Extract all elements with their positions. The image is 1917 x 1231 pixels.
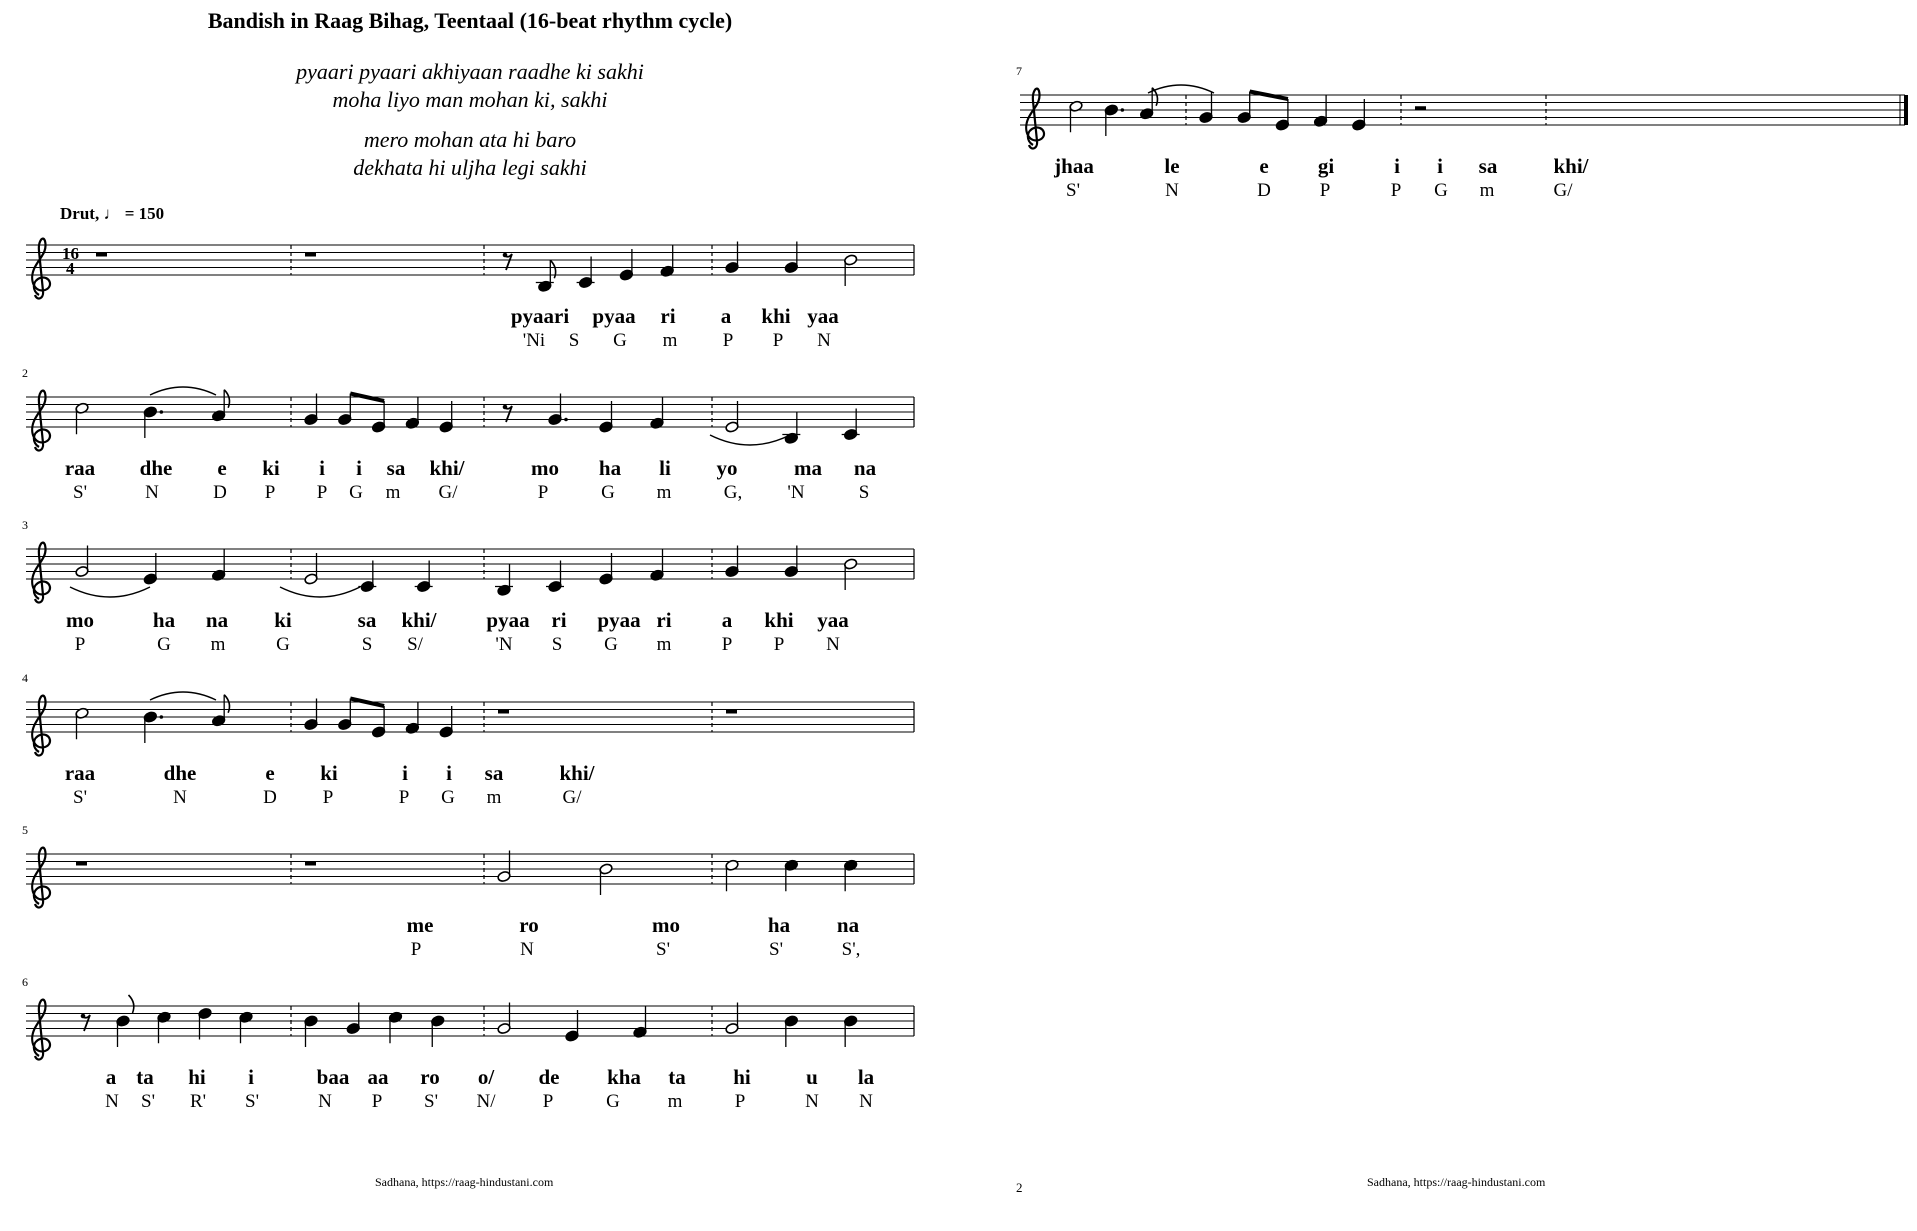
lyric-syllable: a [720, 304, 732, 328]
lyric-syllable: le [1164, 154, 1180, 178]
sargam-syllable: P [722, 330, 734, 351]
sargam-syllable: S' [424, 1091, 438, 1112]
sargam-syllable: m [385, 482, 401, 503]
lyric-syllable: i [356, 456, 362, 480]
sargam-syllable: D [213, 482, 227, 503]
lyric-syllable: e [265, 761, 275, 785]
lyric-syllable: raa [64, 456, 96, 480]
note-flag [550, 260, 555, 278]
sargam-syllable: N [173, 787, 187, 808]
lyric-syllable: dhe [139, 456, 173, 480]
lyric-syllable: i [248, 1065, 254, 1089]
lyric-syllable: u [806, 1065, 818, 1089]
score-title: Bandish in Raag Bihag, Teentaal (16-beat rhythm cycle) [207, 8, 733, 33]
sargam-syllable: N [145, 482, 159, 503]
sargam-syllable: S' [73, 482, 87, 503]
sargam-syllable: P [734, 1091, 746, 1112]
lyric-syllable: sa [484, 761, 504, 785]
sargam-syllable: S [568, 330, 580, 351]
slur [710, 435, 790, 445]
lyric-syllable: mo [531, 456, 559, 480]
lyric-syllable: i [402, 761, 408, 785]
lyric-syllable: na [205, 608, 229, 632]
measure-number: 2 [22, 366, 28, 380]
sargam-syllable: P [264, 482, 276, 503]
page-footer: Sadhana, https://raag-hindustani.com [375, 1175, 554, 1189]
sargam-syllable: m [656, 634, 672, 655]
sargam-syllable: G [606, 1091, 620, 1112]
lyric-line: pyaari pyaari akhiyaan raadhe ki sakhi [296, 59, 644, 84]
sargam-syllable: P [322, 787, 334, 808]
rest-icon [305, 862, 316, 866]
time-signature-top: 16 [62, 244, 79, 263]
lyric-syllable: ri [660, 304, 676, 328]
tempo-text: Drut, [60, 204, 100, 223]
lyric-syllable: mo [652, 913, 680, 937]
sargam-syllable: N [817, 330, 831, 351]
treble-clef-icon [32, 239, 50, 299]
slur [70, 587, 150, 597]
lyric-syllable: i [319, 456, 325, 480]
eighth-rest-dot [503, 405, 508, 410]
slur [280, 587, 360, 597]
lyric-syllable: ma [794, 456, 822, 480]
lyric-syllable: ro [420, 1065, 440, 1089]
lyric-line: mero mohan ata hi baro [363, 127, 577, 152]
sargam-syllable: P [1390, 180, 1402, 201]
lyric-syllable: i [446, 761, 452, 785]
sargam-syllable: G [157, 634, 171, 655]
lyric-syllable: a [721, 608, 733, 632]
sargam-syllable: P [721, 634, 733, 655]
sargam-syllable: S' [769, 939, 783, 960]
page-number: 2 [1016, 1180, 1023, 1195]
sargam-syllable: P [398, 787, 410, 808]
sargam-syllable: S', [841, 939, 861, 960]
lyric-syllable: na [836, 913, 860, 937]
sargam-syllable: S' [656, 939, 670, 960]
lyric-syllable: sa [1478, 154, 1498, 178]
sargam-syllable: S [551, 634, 563, 655]
lyric-syllable: khi/ [429, 456, 465, 480]
sargam-syllable: G [441, 787, 455, 808]
lyric-syllable: sa [386, 456, 406, 480]
sargam-syllable: P [542, 1091, 554, 1112]
lyric-syllable: pyaari [510, 304, 570, 328]
sargam-syllable: D [1257, 180, 1271, 201]
final-barline [1904, 95, 1908, 125]
note-dot [160, 715, 164, 719]
lyric-syllable: aa [367, 1065, 389, 1089]
sargam-syllable: S' [245, 1091, 259, 1112]
lyric-syllable: yo [716, 456, 738, 480]
sargam-syllable: P [74, 634, 86, 655]
sargam-syllable: N/ [476, 1091, 496, 1112]
treble-clef-icon [1026, 89, 1044, 149]
sargam-syllable: G [601, 482, 615, 503]
lyric-syllable: sa [357, 608, 377, 632]
treble-clef-icon [32, 1000, 50, 1060]
lyric-syllable: i [1394, 154, 1400, 178]
rest-icon [96, 253, 107, 257]
sargam-syllable: m [486, 787, 502, 808]
measure-number: 6 [22, 975, 28, 989]
lyric-syllable: e [1259, 154, 1269, 178]
lyric-syllable: ha [767, 913, 791, 937]
lyric-syllable: raa [64, 761, 96, 785]
rest-icon [1415, 106, 1426, 110]
measure-number: 4 [22, 671, 28, 685]
eighth-rest-dot [503, 253, 508, 258]
sargam-syllable: S' [73, 787, 87, 808]
note-dot [564, 418, 568, 422]
time-signature-bottom: 4 [66, 259, 75, 278]
lyric-syllable: ki [262, 456, 280, 480]
tempo-value: = 150 [124, 204, 165, 223]
lyric-syllable: khi/ [559, 761, 595, 785]
sargam-syllable: m [1479, 180, 1495, 201]
lyric-syllable: khi [764, 608, 794, 632]
lyric-syllable: o/ [477, 1065, 495, 1089]
rest-icon [498, 710, 509, 714]
lyric-syllable: ha [598, 456, 622, 480]
lyric-syllable: pyaa [592, 304, 636, 328]
lyric-syllable: yaa [817, 608, 849, 632]
sargam-syllable: P [371, 1091, 383, 1112]
sargam-syllable: S [858, 482, 870, 503]
slur [1148, 85, 1214, 93]
page-footer: Sadhana, https://raag-hindustani.com [1367, 1175, 1546, 1189]
measure-number: 7 [1016, 64, 1022, 78]
sargam-syllable: 'N [787, 482, 805, 503]
treble-clef-icon [32, 543, 50, 603]
sargam-syllable: G/ [1553, 180, 1573, 201]
lyric-syllable: li [659, 456, 671, 480]
sargam-syllable: G/ [562, 787, 582, 808]
lyric-syllable: ta [136, 1065, 154, 1089]
lyric-syllable: khi/ [401, 608, 437, 632]
lyric-syllable: khi [761, 304, 791, 328]
sargam-syllable: 'Ni [522, 330, 546, 351]
note-flag [224, 695, 229, 713]
sargam-syllable: m [667, 1091, 683, 1112]
rest-icon [726, 710, 737, 714]
sargam-syllable: S' [1066, 180, 1080, 201]
lyric-syllable: hi [188, 1065, 206, 1089]
rest-icon [305, 253, 316, 257]
sargam-syllable: G [604, 634, 618, 655]
sargam-syllable: N [1165, 180, 1179, 201]
sargam-syllable: N [318, 1091, 332, 1112]
lyric-syllable: gi [1317, 154, 1335, 178]
sargam-syllable: N [859, 1091, 873, 1112]
eighth-rest-dot [81, 1014, 86, 1019]
lyric-syllable: ta [668, 1065, 686, 1089]
lyric-syllable: mo [66, 608, 94, 632]
sargam-syllable: P [537, 482, 549, 503]
sargam-syllable: G [349, 482, 363, 503]
lyric-syllable: ri [656, 608, 672, 632]
lyric-syllable: dhe [163, 761, 197, 785]
sargam-syllable: G/ [438, 482, 458, 503]
lyric-syllable: khi/ [1553, 154, 1589, 178]
lyric-syllable: ki [274, 608, 292, 632]
lyric-syllable: ri [551, 608, 567, 632]
sargam-syllable: D [263, 787, 277, 808]
rest-icon [76, 862, 87, 866]
lyric-line: dekhata hi uljha legi sakhi [353, 155, 587, 180]
measure-number: 5 [22, 823, 28, 837]
lyric-syllable: me [406, 913, 434, 937]
note-dot [1121, 108, 1125, 112]
note-dot [160, 410, 164, 414]
sargam-syllable: P [1319, 180, 1331, 201]
treble-clef-icon [32, 696, 50, 756]
slur [150, 692, 216, 700]
sargam-syllable: S/ [407, 634, 423, 655]
sargam-syllable: P [773, 634, 785, 655]
lyric-line: moha liyo man mohan ki, sakhi [332, 87, 608, 112]
sargam-syllable: 'N [495, 634, 513, 655]
treble-clef-icon [32, 391, 50, 451]
note-flag [224, 390, 229, 408]
sargam-syllable: G [1434, 180, 1448, 201]
sargam-syllable: N [826, 634, 840, 655]
sargam-syllable: m [656, 482, 672, 503]
sargam-syllable: P [772, 330, 784, 351]
sargam-syllable: G, [723, 482, 743, 503]
lyric-syllable: hi [733, 1065, 751, 1089]
note-flag [129, 995, 134, 1013]
slur [150, 387, 216, 395]
lyric-syllable: e [217, 456, 227, 480]
treble-clef-icon [32, 848, 50, 908]
lyric-syllable: a [105, 1065, 117, 1089]
sargam-syllable: N [520, 939, 534, 960]
sargam-syllable: N [105, 1091, 119, 1112]
quarter-note-icon: ♩ [103, 204, 121, 223]
sargam-syllable: m [662, 330, 678, 351]
measure-number: 3 [22, 518, 28, 532]
lyric-syllable: jhaa [1054, 154, 1094, 178]
sargam-syllable: S' [141, 1091, 155, 1112]
lyric-syllable: ki [320, 761, 338, 785]
lyric-syllable: pyaa [597, 608, 641, 632]
lyric-syllable: ro [519, 913, 539, 937]
sargam-syllable: G [276, 634, 290, 655]
lyric-syllable: kha [607, 1065, 641, 1089]
lyric-syllable: i [1437, 154, 1443, 178]
sargam-syllable: P [316, 482, 328, 503]
lyric-syllable: yaa [807, 304, 839, 328]
lyric-syllable: ha [152, 608, 176, 632]
sargam-syllable: P [410, 939, 422, 960]
lyric-syllable: baa [316, 1065, 350, 1089]
lyric-syllable: pyaa [486, 608, 530, 632]
lyric-syllable: la [857, 1065, 875, 1089]
lyric-syllable: de [538, 1065, 560, 1089]
sargam-syllable: m [210, 634, 226, 655]
sargam-syllable: S [361, 634, 373, 655]
sargam-syllable: R' [189, 1091, 207, 1112]
sargam-syllable: G [613, 330, 627, 351]
sargam-syllable: N [805, 1091, 819, 1112]
lyric-syllable: na [853, 456, 877, 480]
